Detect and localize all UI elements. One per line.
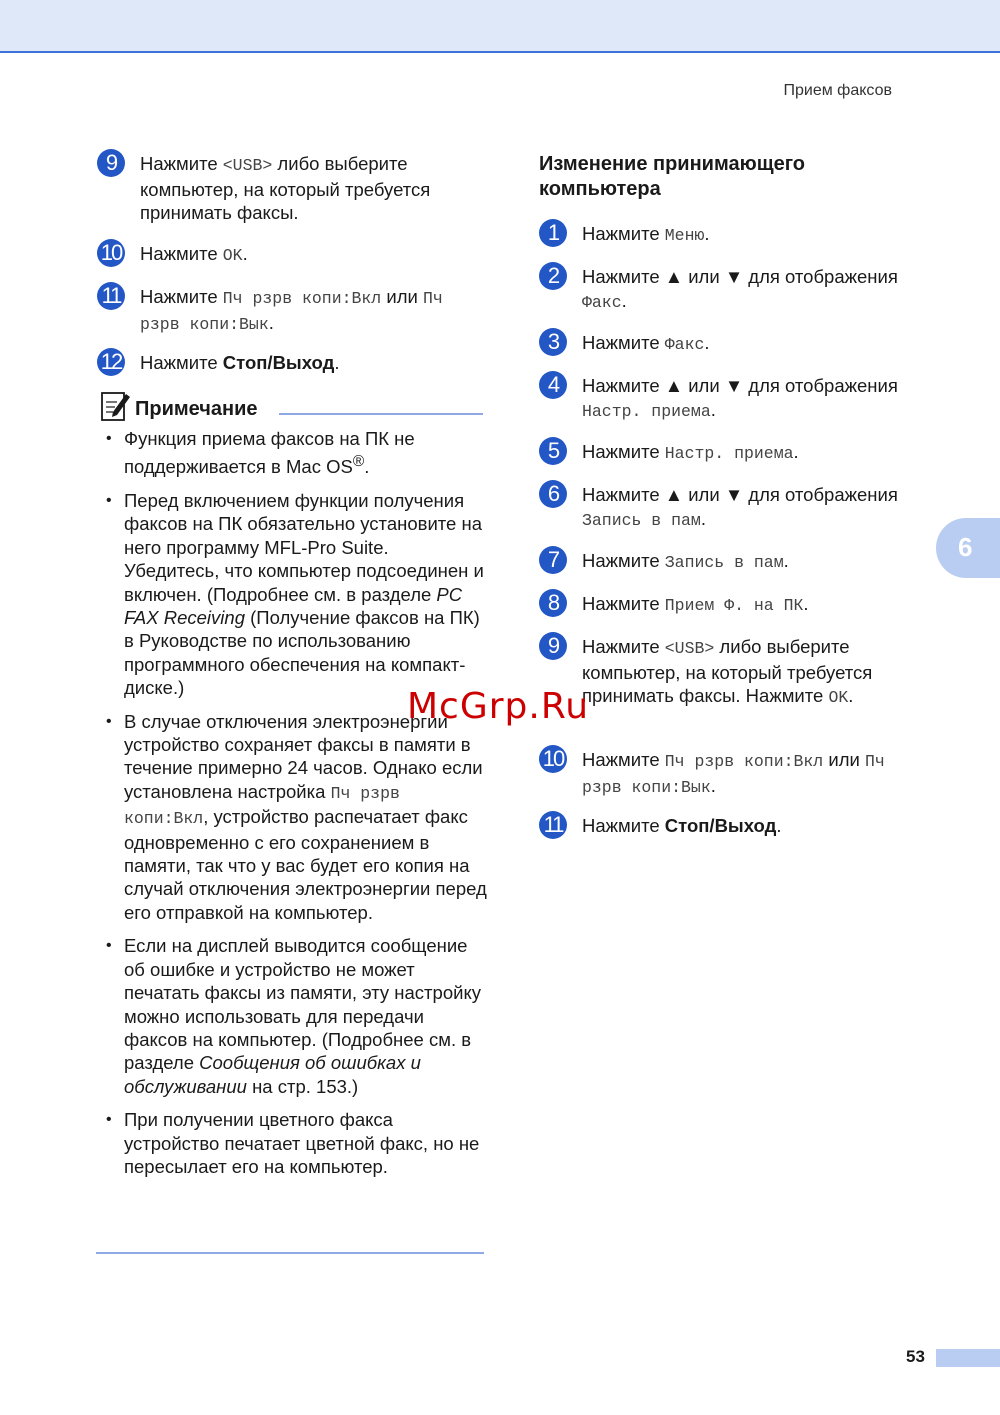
- note-bullet: • Если на дисплей выводится сообщение об ошибке и устройство не может печатать факсы из памяти, эту настройку можно использовать для передачи факсов на компьютер. (Подробнее см. в разделе Сообщения об ошибках и обслуживании на стр. 153.): [103, 934, 487, 1098]
- left-step-9: [97, 152, 477, 225]
- step-text: Нажмите Факс.: [582, 332, 710, 354]
- left-step-12: [97, 351, 477, 376]
- step-badge: 10: [97, 239, 125, 267]
- step-text: Нажмите Стоп/Выход.: [582, 815, 782, 836]
- section-title: Изменение принимающего компьютера: [539, 153, 805, 200]
- step-badge: 9: [539, 632, 567, 660]
- step-text: Нажмите <USB> либо выберите компьютер, на который требуется принимать факсы.: [140, 153, 431, 223]
- step-text: Нажмите Пч рзрв копи:Вкл или Пч рзрв копи:Вык.: [140, 286, 443, 334]
- step-text: Нажмите Стоп/Выход.: [140, 352, 340, 373]
- step-badge: 9: [97, 149, 125, 177]
- watermark: McGrp.Ru: [407, 686, 590, 727]
- right-step-1: [539, 222, 919, 248]
- chapter-tab: [936, 518, 1000, 578]
- step-badge: 5: [539, 437, 567, 465]
- note-rule: [279, 413, 483, 415]
- step-text: Нажмите Запись в пам.: [582, 550, 789, 572]
- step-text: Нажмите ▲ или ▼ для отображения Запись в пам.: [582, 484, 898, 530]
- step-badge: 1: [539, 219, 567, 247]
- right-step-7: [539, 549, 919, 575]
- step-text: Нажмите ▲ или ▼ для отображения Факс.: [582, 266, 898, 312]
- chapter-number: 6: [958, 532, 973, 562]
- note-title: Примечание: [135, 397, 258, 420]
- top-rule: [0, 51, 1000, 53]
- step-badge: 7: [539, 546, 567, 574]
- step-badge: 11: [539, 811, 567, 839]
- note-bullet: • Перед включением функции получения факсов на ПК обязательно установите на него программу MFL-Pro Suite. Убедитесь, что компьютер подсоединен и включен. (Подробнее см. в разделе PC FAX Receiving (Получение факсов на ПК) в Руководстве по использованию программного обеспечения на компакт-диске.): [103, 489, 487, 700]
- note-bottom-rule: [96, 1252, 484, 1254]
- top-band: [0, 0, 1000, 51]
- right-step-3: [539, 331, 919, 357]
- note-header: [99, 390, 258, 422]
- right-step-4: [539, 374, 919, 423]
- left-step-11: [97, 285, 477, 336]
- step-text: Нажмите <USB> либо выберите компьютер, на который требуется принимать факсы. Нажмите OK.: [582, 636, 873, 707]
- right-step-10: [539, 748, 919, 799]
- right-step-6: [539, 483, 919, 532]
- step-text: Нажмите OK.: [140, 243, 248, 265]
- right-step-8: [539, 592, 919, 618]
- note-bullet-list: [103, 427, 487, 1188]
- step-text: Нажмите Пч рзрв копи:Вкл или Пч рзрв копи:Вык.: [582, 749, 885, 797]
- step-badge: 2: [539, 262, 567, 290]
- running-title: Прием факсов: [783, 82, 892, 99]
- step-badge: 3: [539, 328, 567, 356]
- note-bullet: • Функция приема факсов на ПК не поддерживается в Mac OS®.: [103, 427, 487, 479]
- step-badge: 6: [539, 480, 567, 508]
- page-number: 53: [906, 1347, 925, 1366]
- note-bullet: • При получении цветного факса устройство печатает цветной факс, но не пересылает его на компьютер.: [103, 1108, 487, 1178]
- note-pencil-icon: [99, 390, 131, 422]
- right-step-9: [539, 635, 919, 710]
- right-step-2: [539, 265, 919, 314]
- step-text: Нажмите ▲ или ▼ для отображения Настр. приема.: [582, 375, 898, 421]
- step-text: Нажмите Настр. приема.: [582, 441, 799, 463]
- step-badge: 12: [97, 348, 125, 376]
- step-text: Нажмите Меню.: [582, 223, 710, 245]
- note-bullet: • В случае отключения электроэнергии устройство сохраняет факсы в памяти в течение примерно 24 часов. Однако если установлена настройка Пч рзрв копи:Вкл, устройство распечатает факс одновременно с его сохранением в памяти, так что у вас будет его копия на случай отключения электроэнергии перед его отправкой на компьютер.: [103, 710, 487, 925]
- right-step-11: [539, 814, 919, 839]
- step-text: Нажмите Прием Ф. на ПК.: [582, 593, 809, 615]
- left-step-10: [97, 242, 477, 268]
- step-badge: 10: [539, 745, 567, 773]
- page-number-bar: [936, 1349, 1000, 1367]
- step-badge: 4: [539, 371, 567, 399]
- step-badge: 11: [97, 282, 125, 310]
- right-step-5: [539, 440, 919, 466]
- step-badge: 8: [539, 589, 567, 617]
